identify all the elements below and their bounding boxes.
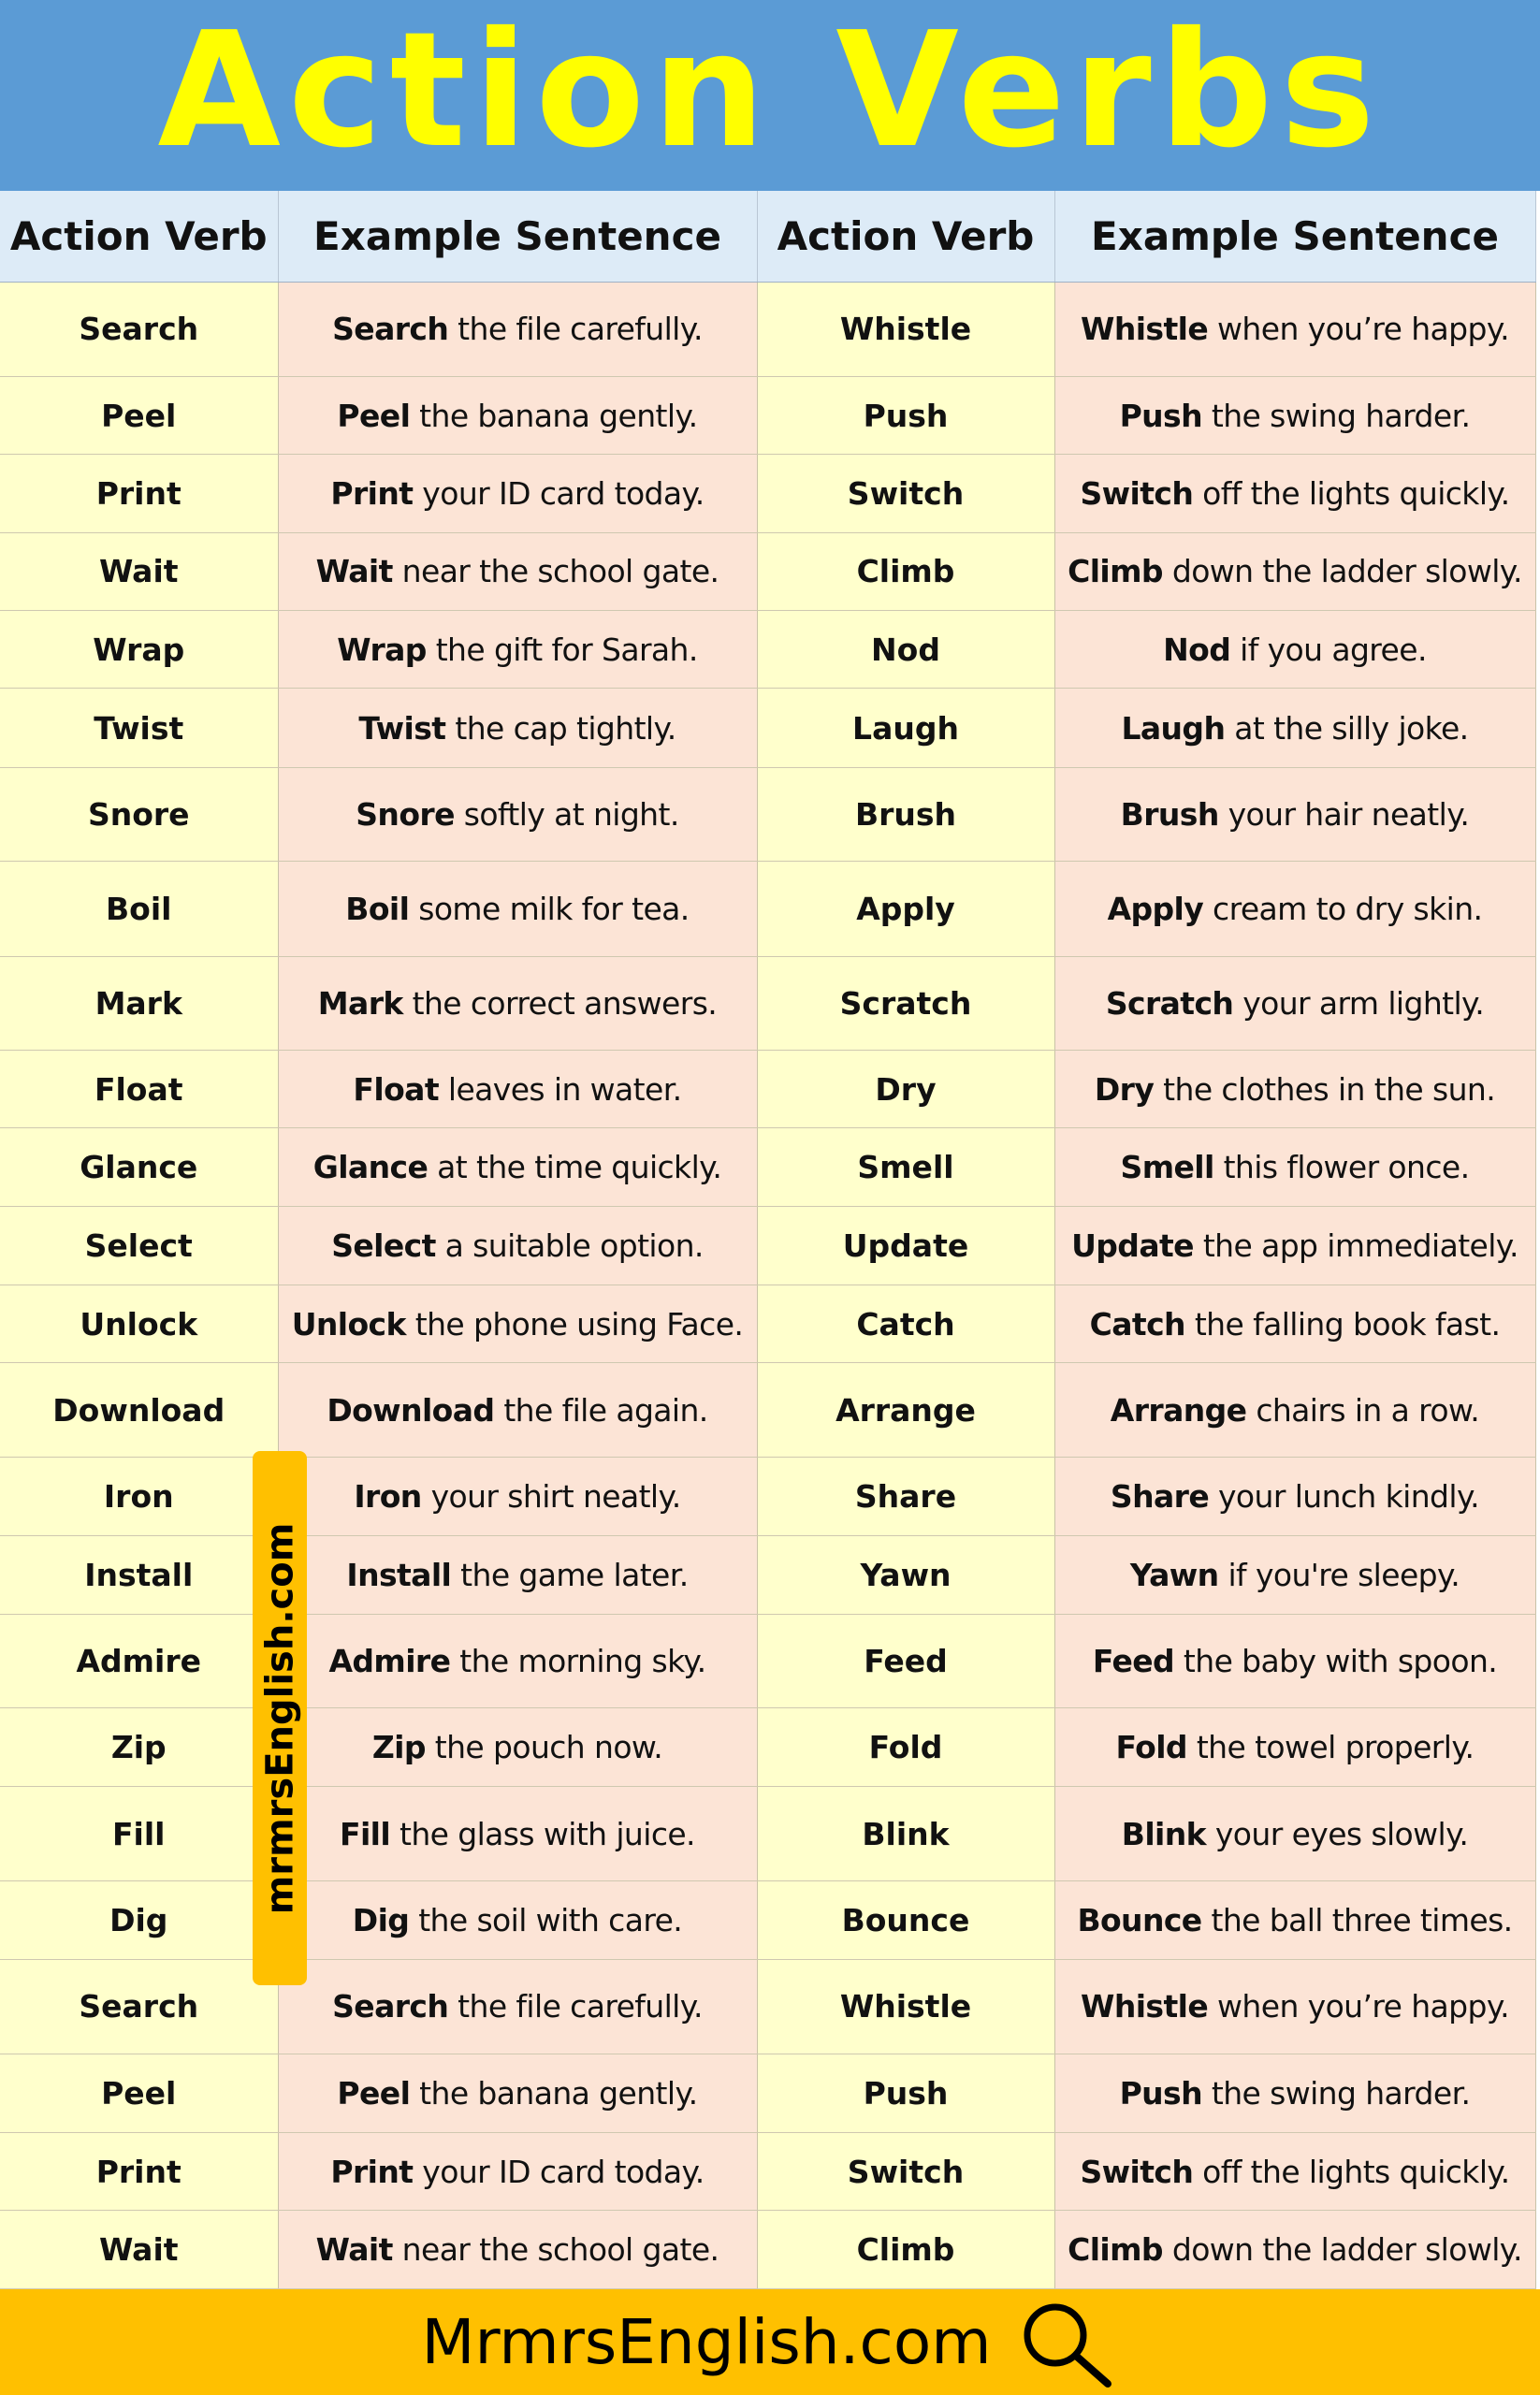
sentence-rest: your lunch kindly.: [1209, 1478, 1480, 1516]
sentence-rest: this flower once.: [1213, 1149, 1470, 1186]
action-verb-cell: Select: [0, 1206, 278, 1285]
action-verb-cell: Update: [757, 1206, 1054, 1285]
sentence-verb: Download: [327, 1391, 495, 1429]
example-sentence-cell: [278, 532, 757, 610]
action-verb-cell: Wait: [0, 2211, 278, 2289]
sentence-verb: Bounce: [1077, 1902, 1202, 1939]
table-row: [0, 2211, 1535, 2289]
example-sentence-cell: [1054, 689, 1535, 767]
table-row: [0, 862, 1535, 956]
example-sentence-cell: [1054, 2054, 1535, 2132]
sentence-verb: Peel: [337, 2074, 411, 2112]
example-sentence-cell: [1054, 282, 1535, 376]
footer-banner: [0, 2289, 1540, 2395]
sentence-rest: the gift for Sarah.: [426, 631, 698, 668]
sentence-verb: Print: [330, 2153, 414, 2190]
action-verb-cell: Search: [0, 282, 278, 376]
column-header-action-verb-right: Action Verb: [757, 191, 1054, 282]
action-verb-cell: Arrange: [757, 1363, 1054, 1457]
example-sentence-cell: [1054, 1457, 1535, 1535]
sentence-verb: Climb: [1068, 2231, 1163, 2269]
example-sentence-cell: [1054, 1363, 1535, 1457]
table-row: [0, 1051, 1535, 1128]
sentence-rest: down the ladder slowly.: [1162, 553, 1522, 590]
example-sentence-cell: [1054, 376, 1535, 454]
example-sentence-cell: [1054, 1285, 1535, 1363]
sentence-rest: the baby with spoon.: [1174, 1642, 1498, 1679]
action-verb-cell: Mark: [0, 956, 278, 1050]
verbs-table: [0, 191, 1536, 2289]
sentence-verb: Mark: [317, 984, 403, 1022]
sentence-rest: the ball three times.: [1201, 1902, 1513, 1939]
sentence-rest: the swing harder.: [1201, 2074, 1471, 2112]
sentence-rest: your eyes slowly.: [1205, 1815, 1469, 1852]
sentence-verb: Install: [346, 1556, 452, 1593]
table-row: [0, 282, 1535, 376]
sentence-verb: Dig: [352, 1902, 410, 1939]
watermark-badge: [253, 1451, 307, 1985]
sentence-verb: Twist: [358, 709, 446, 747]
sentence-rest: the falling book fast.: [1184, 1305, 1501, 1343]
sentence-verb: Fold: [1115, 1729, 1187, 1766]
sentence-verb: Peel: [337, 397, 411, 434]
action-verb-cell: Dry: [757, 1051, 1054, 1128]
example-sentence-cell: [278, 689, 757, 767]
sentence-verb: Feed: [1092, 1642, 1175, 1679]
sentence-rest: the glass with juice.: [390, 1815, 695, 1852]
action-verb-cell: Smell: [757, 1128, 1054, 1206]
example-sentence-cell: [1054, 455, 1535, 532]
example-sentence-cell: [278, 1285, 757, 1363]
sentence-rest: the pouch now.: [425, 1729, 663, 1766]
example-sentence-cell: [278, 1536, 757, 1614]
action-verb-cell: Wait: [0, 532, 278, 610]
action-verb-cell: Download: [0, 1363, 278, 1457]
sentence-verb: Catch: [1089, 1305, 1185, 1343]
action-verb-cell: Print: [0, 455, 278, 532]
title-banner: [0, 0, 1540, 191]
sentence-rest: the game later.: [451, 1556, 689, 1593]
example-sentence-cell: [278, 2054, 757, 2132]
sentence-verb: Whistle: [1081, 1988, 1209, 2025]
table-row: [0, 1614, 1535, 1707]
table-header-row: [0, 191, 1535, 282]
sentence-verb: Zip: [371, 1729, 426, 1766]
table-row: [0, 1708, 1535, 1787]
sentence-rest: some milk for tea.: [409, 890, 690, 927]
action-verb-cell: Fold: [757, 1708, 1054, 1787]
table-row: [0, 455, 1535, 532]
example-sentence-cell: [278, 1206, 757, 1285]
sentence-rest: the file carefully.: [448, 1988, 703, 2025]
table-row: [0, 1457, 1535, 1535]
example-sentence-cell: [278, 956, 757, 1050]
example-sentence-cell: [278, 2133, 757, 2211]
sentence-verb: Nod: [1163, 631, 1231, 668]
sentence-verb: Wait: [315, 2231, 393, 2269]
sentence-verb: Push: [1119, 397, 1202, 434]
sentence-rest: leaves in water.: [439, 1070, 682, 1108]
example-sentence-cell: [1054, 1787, 1535, 1880]
example-sentence-cell: [278, 862, 757, 956]
sentence-rest: the towel properly.: [1186, 1729, 1475, 1766]
action-verb-cell: Brush: [757, 767, 1054, 861]
sentence-rest: near the school gate.: [392, 2231, 719, 2269]
sentence-rest: if you're sleepy.: [1218, 1556, 1460, 1593]
example-sentence-cell: [1054, 611, 1535, 689]
sentence-rest: cream to dry skin.: [1203, 890, 1483, 927]
table-row: [0, 1363, 1535, 1457]
example-sentence-cell: [278, 1960, 757, 2054]
sentence-verb: Print: [330, 474, 414, 512]
example-sentence-cell: [1054, 2133, 1535, 2211]
sentence-rest: a suitable option.: [435, 1227, 704, 1264]
example-sentence-cell: [1054, 1880, 1535, 1959]
action-verb-cell: Nod: [757, 611, 1054, 689]
sentence-rest: your shirt neatly.: [421, 1478, 681, 1516]
sentence-verb: Unlock: [291, 1305, 406, 1343]
example-sentence-cell: [278, 1363, 757, 1457]
example-sentence-cell: [1054, 767, 1535, 861]
action-verb-cell: Twist: [0, 689, 278, 767]
sentence-rest: the app immediately.: [1193, 1227, 1518, 1264]
sentence-verb: Wrap: [337, 631, 427, 668]
table-row: [0, 2133, 1535, 2211]
action-verb-cell: Climb: [757, 2211, 1054, 2289]
sentence-verb: Glance: [312, 1149, 429, 1186]
verbs-table-body: [0, 282, 1535, 2289]
sentence-rest: down the ladder slowly.: [1162, 2231, 1522, 2269]
action-verb-cell: Search: [0, 1960, 278, 2054]
sentence-rest: softly at night.: [454, 795, 679, 833]
example-sentence-cell: [278, 611, 757, 689]
action-verb-cell: Feed: [757, 1614, 1054, 1707]
action-verb-cell: Print: [0, 2133, 278, 2211]
sentence-rest: your ID card today.: [413, 474, 705, 512]
example-sentence-cell: [1054, 1206, 1535, 1285]
sentence-verb: Smell: [1120, 1149, 1214, 1186]
sentence-rest: the banana gently.: [410, 2074, 698, 2112]
column-header-example-sentence-right: Example Sentence: [1054, 191, 1535, 282]
table-row: [0, 956, 1535, 1050]
sentence-verb: Search: [332, 311, 449, 348]
sentence-verb: Select: [331, 1227, 436, 1264]
example-sentence-cell: [278, 1457, 757, 1535]
sentence-verb: Iron: [354, 1478, 422, 1516]
example-sentence-cell: [278, 376, 757, 454]
watermark-text: mrmrsEnglish.com: [258, 1522, 302, 1914]
action-verb-cell: Scratch: [757, 956, 1054, 1050]
sentence-verb: Update: [1071, 1227, 1194, 1264]
sentence-verb: Blink: [1121, 1815, 1206, 1852]
sentence-verb: Climb: [1068, 553, 1163, 590]
sentence-verb: Switch: [1080, 474, 1194, 512]
table-row: [0, 1880, 1535, 1959]
example-sentence-cell: [278, 1708, 757, 1787]
table-row: [0, 1960, 1535, 2054]
table-row: [0, 689, 1535, 767]
sentence-verb: Fill: [340, 1815, 391, 1852]
action-verb-cell: Zip: [0, 1708, 278, 1787]
sentence-verb: Boil: [345, 890, 410, 927]
action-verb-cell: Climb: [757, 532, 1054, 610]
sentence-verb: Whistle: [1081, 311, 1209, 348]
example-sentence-cell: [278, 2211, 757, 2289]
sentence-rest: when you’re happy.: [1208, 311, 1509, 348]
action-verb-cell: Snore: [0, 767, 278, 861]
table-row: [0, 2054, 1535, 2132]
action-verb-cell: Boil: [0, 862, 278, 956]
action-verb-cell: Install: [0, 1536, 278, 1614]
action-verb-cell: Unlock: [0, 1285, 278, 1363]
table-row: [0, 532, 1535, 610]
sentence-rest: when you’re happy.: [1208, 1988, 1509, 2025]
action-verb-cell: Whistle: [757, 282, 1054, 376]
sentence-rest: the file carefully.: [448, 311, 703, 348]
sentence-verb: Dry: [1094, 1070, 1155, 1108]
sentence-verb: Push: [1119, 2074, 1202, 2112]
action-verb-cell: Fill: [0, 1787, 278, 1880]
sentence-rest: the file again.: [494, 1391, 708, 1429]
sentence-rest: your ID card today.: [413, 2153, 705, 2190]
sentence-verb: Yawn: [1129, 1556, 1219, 1593]
sentence-verb: Laugh: [1121, 709, 1226, 747]
sentence-rest: the clothes in the sun.: [1154, 1070, 1496, 1108]
example-sentence-cell: [278, 1880, 757, 1959]
sentence-rest: the swing harder.: [1201, 397, 1471, 434]
sentence-verb: Float: [353, 1070, 439, 1108]
example-sentence-cell: [278, 1787, 757, 1880]
sentence-verb: Snore: [356, 795, 455, 833]
example-sentence-cell: [278, 282, 757, 376]
sentence-verb: Share: [1110, 1478, 1210, 1516]
example-sentence-cell: [278, 455, 757, 532]
sentence-verb: Search: [332, 1988, 449, 2025]
example-sentence-cell: [1054, 956, 1535, 1050]
example-sentence-cell: [1054, 2211, 1535, 2289]
table-row: [0, 767, 1535, 861]
column-header-action-verb-left: Action Verb: [0, 191, 278, 282]
action-verb-cell: Peel: [0, 2054, 278, 2132]
sentence-rest: at the time quickly.: [428, 1149, 722, 1186]
sentence-verb: Switch: [1080, 2153, 1194, 2190]
sentence-rest: the phone using Face.: [405, 1305, 744, 1343]
example-sentence-cell: [1054, 532, 1535, 610]
action-verb-cell: Laugh: [757, 689, 1054, 767]
table-row: [0, 376, 1535, 454]
sentence-verb: Admire: [328, 1642, 451, 1679]
example-sentence-cell: [278, 1614, 757, 1707]
sentence-rest: chairs in a row.: [1246, 1391, 1480, 1429]
table-row: [0, 1285, 1535, 1363]
footer-site-name: MrmrsEnglish.com: [421, 2306, 992, 2378]
sentence-rest: the cap tightly.: [445, 709, 676, 747]
sentence-verb: Arrange: [1110, 1391, 1247, 1429]
sentence-rest: the banana gently.: [410, 397, 698, 434]
sentence-verb: Wait: [315, 553, 393, 590]
table-row: [0, 1787, 1535, 1880]
action-verb-cell: Float: [0, 1051, 278, 1128]
example-sentence-cell: [278, 1051, 757, 1128]
action-verb-cell: Apply: [757, 862, 1054, 956]
example-sentence-cell: [1054, 1960, 1535, 2054]
sentence-rest: if you agree.: [1230, 631, 1427, 668]
action-verb-cell: Push: [757, 2054, 1054, 2132]
sentence-rest: at the silly joke.: [1225, 709, 1469, 747]
sentence-rest: near the school gate.: [392, 553, 719, 590]
action-verb-cell: Whistle: [757, 1960, 1054, 2054]
example-sentence-cell: [1054, 1536, 1535, 1614]
action-verb-cell: Admire: [0, 1614, 278, 1707]
action-verb-cell: Wrap: [0, 611, 278, 689]
example-sentence-cell: [1054, 1128, 1535, 1206]
sentence-verb: Brush: [1120, 795, 1219, 833]
action-verb-cell: Iron: [0, 1457, 278, 1535]
table-row: [0, 611, 1535, 689]
action-verb-cell: Share: [757, 1457, 1054, 1535]
action-verb-cell: Catch: [757, 1285, 1054, 1363]
action-verb-cell: Bounce: [757, 1880, 1054, 1959]
sentence-rest: the morning sky.: [450, 1642, 706, 1679]
action-verb-cell: Yawn: [757, 1536, 1054, 1614]
example-sentence-cell: [1054, 1614, 1535, 1707]
sentence-rest: your arm lightly.: [1233, 984, 1485, 1022]
column-header-example-sentence-left: Example Sentence: [278, 191, 757, 282]
sentence-verb: Apply: [1107, 890, 1204, 927]
action-verb-cell: Push: [757, 376, 1054, 454]
example-sentence-cell: [278, 1128, 757, 1206]
search-icon: [1016, 2296, 1119, 2389]
table-row: [0, 1206, 1535, 1285]
table-row: [0, 1536, 1535, 1614]
sentence-rest: off the lights quickly.: [1193, 474, 1510, 512]
page-title: Action Verbs: [157, 0, 1383, 183]
action-verb-cell: Peel: [0, 376, 278, 454]
example-sentence-cell: [278, 767, 757, 861]
sentence-rest: the correct answers.: [402, 984, 718, 1022]
action-verb-cell: Switch: [757, 455, 1054, 532]
action-verb-cell: Glance: [0, 1128, 278, 1206]
sentence-verb: Scratch: [1105, 984, 1234, 1022]
example-sentence-cell: [1054, 862, 1535, 956]
sentence-rest: the soil with care.: [409, 1902, 683, 1939]
table-row: [0, 1128, 1535, 1206]
sentence-rest: off the lights quickly.: [1193, 2153, 1510, 2190]
action-verb-cell: Switch: [757, 2133, 1054, 2211]
sentence-rest: your hair neatly.: [1218, 795, 1470, 833]
action-verb-cell: Blink: [757, 1787, 1054, 1880]
example-sentence-cell: [1054, 1051, 1535, 1128]
example-sentence-cell: [1054, 1708, 1535, 1787]
action-verb-cell: Dig: [0, 1880, 278, 1959]
